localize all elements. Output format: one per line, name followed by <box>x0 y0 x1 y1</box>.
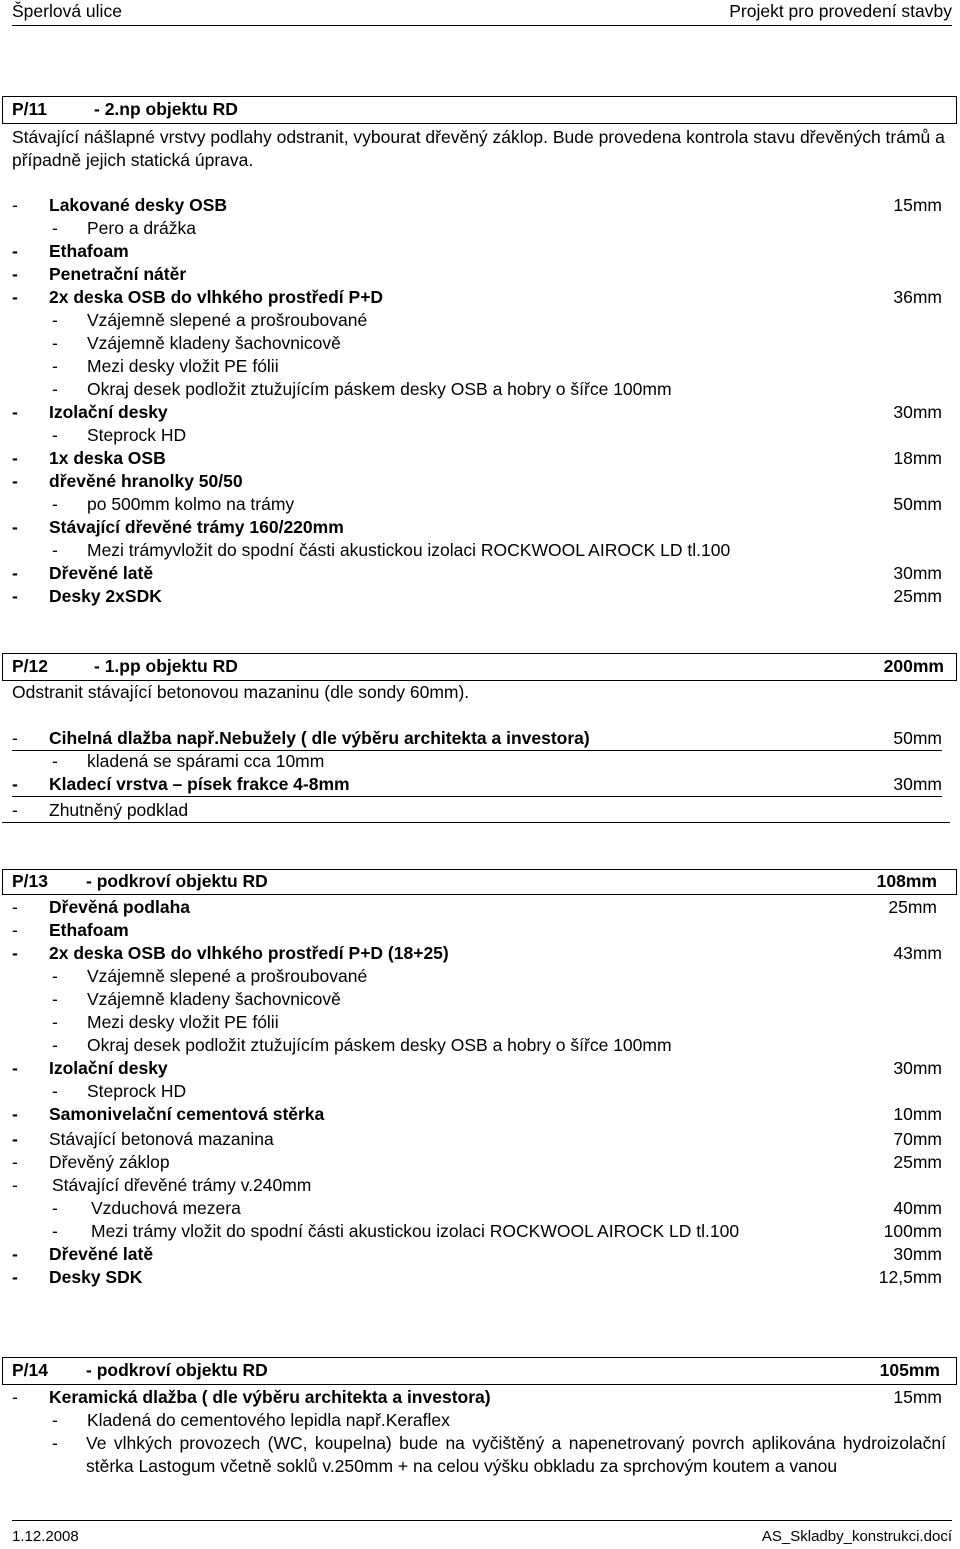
header-document-type: Projekt pro provedení stavby <box>729 1 952 21</box>
layer-text: Dřevěný záklop <box>49 1152 170 1172</box>
section-p14-title <box>12 1359 940 1382</box>
layer-row: - 2x deska OSB do vlhkého prostředí P+D (18+25) 43mm <box>12 943 942 963</box>
layer-row: - Samonivelační cementová stěrka 10mm <box>12 1104 942 1124</box>
section-code: P/13 <box>12 871 48 891</box>
header-divider <box>12 25 952 26</box>
layer-text: Mezi trámy vložit do spodní části akustickou izolaci ROCKWOOL AIROCK LD tl.100 <box>91 1221 740 1241</box>
layer-row: - Keramická dlažba ( dle výběru architekta a investora) 15mm <box>12 1387 942 1407</box>
layer-thickness: 30mm <box>893 774 942 794</box>
layer-subrow: - Mezi desky vložit PE fólii <box>52 356 279 376</box>
layer-subrow: - Steprock HD <box>52 1081 187 1101</box>
layer-text: Lakované desky OSB <box>49 195 227 215</box>
page-footer <box>12 1525 952 1545</box>
layer-text: Stávající dřevěné trámy v.240mm <box>52 1175 312 1195</box>
layer-row: - Dřevěné latě 30mm <box>12 1244 942 1264</box>
layer-row: - Kladecí vrstva – písek frakce 4-8mm 30mm <box>12 773 942 797</box>
layer-thickness: 70mm <box>893 1129 942 1149</box>
layer-subrow: - Okraj desek podložit ztužujícím páskem desky OSB a hobry o šířce 100mm <box>52 379 672 399</box>
layer-note: Ve vlhkých provozech (WC, koupelna) bude na vyčištěný a napenetrovaný povrch aplikována hydroizolační stěrka Lastogum včetně soklů v.250mm + na celou výšku obkladu za sprchovým koutem a vanou <box>86 1433 946 1476</box>
layer-text: Ethafoam <box>49 241 129 261</box>
section-name: - 1.pp objektu RD <box>94 656 238 676</box>
section-name: - podkroví objektu RD <box>86 1360 268 1380</box>
layer-subrow: - po 500mm kolmo na trámy 50mm <box>52 494 942 514</box>
layer-text: Izolační desky <box>49 1058 168 1078</box>
layer-row: - Ethafoam <box>12 920 129 940</box>
section-p11-intro: Stávající nášlapné vrstvy podlahy odstranit, vybourat dřevěný záklop. Bude provedena kontrola stavu dřevěných trámů a případně jejich statická úprava. <box>12 127 945 170</box>
section-p12-intro: Odstranit stávající betonovou mazaninu (dle sondy 60mm). <box>12 682 470 702</box>
layer-text: Okraj desek podložit ztužujícím páskem desky OSB a hobry o šířce 100mm <box>87 1035 672 1055</box>
layer-text: Steprock HD <box>87 1081 187 1101</box>
layer-row: - Dřevěné latě 30mm <box>12 563 942 583</box>
header-project-name: Šperlová ulice <box>12 1 122 21</box>
layer-text: Dřevěné latě <box>49 563 154 583</box>
section-code: P/14 <box>12 1360 48 1380</box>
layer-thickness: 50mm <box>893 494 942 514</box>
section-total-thickness: 200mm <box>883 656 944 676</box>
layer-thickness: 36mm <box>893 287 942 307</box>
footer-divider <box>12 1520 952 1521</box>
layer-thickness: 25mm <box>893 586 942 606</box>
list-dash: - <box>52 1433 58 1453</box>
layer-text: Vzájemně slepené a prošroubované <box>87 310 368 330</box>
layer-text: Mezi desky vložit PE fólii <box>87 356 279 376</box>
layer-thickness: 15mm <box>893 195 942 215</box>
layer-thickness: 15mm <box>893 1387 942 1407</box>
layer-subrow: - Kladená do cementového lepidla např.Keraflex <box>52 1410 450 1430</box>
layer-thickness: 25mm <box>893 1152 942 1172</box>
layer-text: Cihelná dlažba např.Nebužely ( dle výběru architekta a investora) <box>49 728 590 748</box>
layer-text: Pero a drážka <box>87 218 196 238</box>
layer-row: - 2x deska OSB do vlhkého prostředí P+D 36mm <box>12 287 942 307</box>
layer-text: Vzájemně kladeny šachovnicově <box>87 333 341 353</box>
layer-row: - Ethafoam <box>12 241 129 261</box>
layer-text: 1x deska OSB <box>49 448 166 468</box>
layer-thickness: 12,5mm <box>878 1267 942 1287</box>
layer-text: Stávající betonová mazanina <box>49 1129 274 1149</box>
layer-text: Desky SDK <box>49 1267 143 1287</box>
layer-text: Penetrační nátěr <box>49 264 187 284</box>
layer-thickness: 50mm <box>893 728 942 748</box>
layer-row: - Stávající betonová mazanina 70mm <box>12 1129 942 1149</box>
layer-thickness: 18mm <box>893 448 942 468</box>
layer-row: - Izolační desky 30mm <box>12 402 942 422</box>
layer-text: Mezi desky vložit PE fólii <box>87 1012 279 1032</box>
layer-thickness: 30mm <box>893 1244 942 1264</box>
layer-text: Vzájemně slepené a prošroubované <box>87 966 368 986</box>
layer-text: Stávající dřevěné trámy 160/220mm <box>49 517 344 537</box>
section-p12-divider <box>2 822 950 823</box>
layer-text: Vzduchová mezera <box>91 1198 241 1218</box>
layer-thickness: 30mm <box>893 1058 942 1078</box>
section-code: P/12 <box>12 656 48 676</box>
layer-row: - Desky SDK 12,5mm <box>12 1267 942 1287</box>
layer-text: Samonivelační cementová stěrka <box>49 1104 325 1124</box>
layer-row: - Cihelná dlažba např.Nebužely ( dle výběru architekta a investora) 50mm <box>12 727 942 751</box>
layer-thickness: 25mm <box>888 897 937 917</box>
layer-text: dřevěné hranolky 50/50 <box>49 471 243 491</box>
layer-subrow: - Pero a drážka <box>52 218 196 238</box>
layer-subrow: - Vzájemně kladeny šachovnicově <box>52 333 341 353</box>
layer-thickness: 10mm <box>893 1104 942 1124</box>
layer-text: 2x deska OSB do vlhkého prostředí P+D (18+25) <box>49 943 449 963</box>
layer-subrow: - Vzájemně kladeny šachovnicově <box>52 989 341 1009</box>
layer-row: - Penetrační nátěr <box>12 264 187 284</box>
layer-row: - dřevěné hranolky 50/50 <box>12 471 243 491</box>
layer-row: - Desky 2xSDK 25mm <box>12 586 942 606</box>
layer-subrow: - Mezi desky vložit PE fólii <box>52 1012 279 1032</box>
section-p12-title <box>12 655 942 678</box>
layer-text: Ethafoam <box>49 920 129 940</box>
layer-thickness: 100mm <box>883 1221 942 1241</box>
layer-row: - Dřevěná podlaha 25mm <box>12 897 937 917</box>
layer-text: Kladecí vrstva – písek frakce 4-8mm <box>49 774 350 794</box>
layer-subrow: - Vzduchová mezera 40mm <box>52 1198 942 1218</box>
layer-row: - Izolační desky 30mm <box>12 1058 942 1078</box>
layer-subrow: - kladená se spárami cca 10mm <box>52 751 325 771</box>
layer-subrow: - Vzájemně slepené a prošroubované <box>52 966 368 986</box>
layer-subrow: - Mezi trámy vložit do spodní části akustickou izolaci ROCKWOOL AIROCK LD tl.100 100mm <box>52 1221 942 1241</box>
layer-thickness: 30mm <box>893 402 942 422</box>
section-total-thickness: 108mm <box>876 871 937 891</box>
layer-text: Keramická dlažba ( dle výběru architekta a investora) <box>49 1387 491 1407</box>
layer-text: Izolační desky <box>49 402 168 422</box>
section-code: P/11 <box>12 99 48 119</box>
layer-row: - Stávající dřevěné trámy 160/220mm <box>12 517 344 537</box>
section-total-thickness: 105mm <box>879 1360 940 1380</box>
layer-text: Okraj desek podložit ztužujícím páskem desky OSB a hobry o šířce 100mm <box>87 379 672 399</box>
layer-row: - Dřevěný záklop 25mm <box>12 1152 942 1172</box>
section-name: - podkroví objektu RD <box>86 871 268 891</box>
layer-row: - 1x deska OSB 18mm <box>12 448 942 468</box>
layer-text: kladená se spárami cca 10mm <box>87 751 325 771</box>
layer-text: Steprock HD <box>87 425 187 445</box>
footer-filename: AS_Skladby_konstrukci.docí <box>761 1528 952 1545</box>
layer-thickness: 43mm <box>893 943 942 963</box>
layer-row: - Stávající dřevěné trámy v.240mm <box>12 1175 312 1195</box>
layer-subrow: - Mezi trámyvložit do spodní části akustickou izolaci ROCKWOOL AIROCK LD tl.100 <box>52 540 731 560</box>
layer-row: - Lakované desky OSB 15mm <box>12 195 942 215</box>
section-p13-title <box>12 870 937 893</box>
layer-text: Desky 2xSDK <box>49 586 162 606</box>
layer-text: Dřevěné latě <box>49 1244 154 1264</box>
page-header <box>12 0 952 24</box>
section-p11-title <box>12 98 238 121</box>
layer-text: Vzájemně kladeny šachovnicově <box>87 989 341 1009</box>
layer-text: Zhutněný podklad <box>49 800 189 820</box>
layer-subrow: - Vzájemně slepené a prošroubované <box>52 310 368 330</box>
layer-subrow: - Steprock HD <box>52 425 187 445</box>
layer-thickness: 30mm <box>893 563 942 583</box>
layer-row: - Zhutněný podklad <box>12 800 189 820</box>
layer-text: po 500mm kolmo na trámy <box>87 494 295 514</box>
layer-text: Dřevěná podlaha <box>49 897 191 917</box>
layer-text: 2x deska OSB do vlhkého prostředí P+D <box>49 287 384 307</box>
layer-text: Kladená do cementového lepidla např.Keraflex <box>87 1410 450 1430</box>
layer-subrow: - Okraj desek podložit ztužujícím páskem desky OSB a hobry o šířce 100mm <box>52 1035 672 1055</box>
layer-text: Mezi trámyvložit do spodní části akustickou izolaci ROCKWOOL AIROCK LD tl.100 <box>87 540 731 560</box>
footer-date: 1.12.2008 <box>12 1528 79 1545</box>
layer-thickness: 40mm <box>893 1198 942 1218</box>
section-name: - 2.np objektu RD <box>94 99 238 119</box>
